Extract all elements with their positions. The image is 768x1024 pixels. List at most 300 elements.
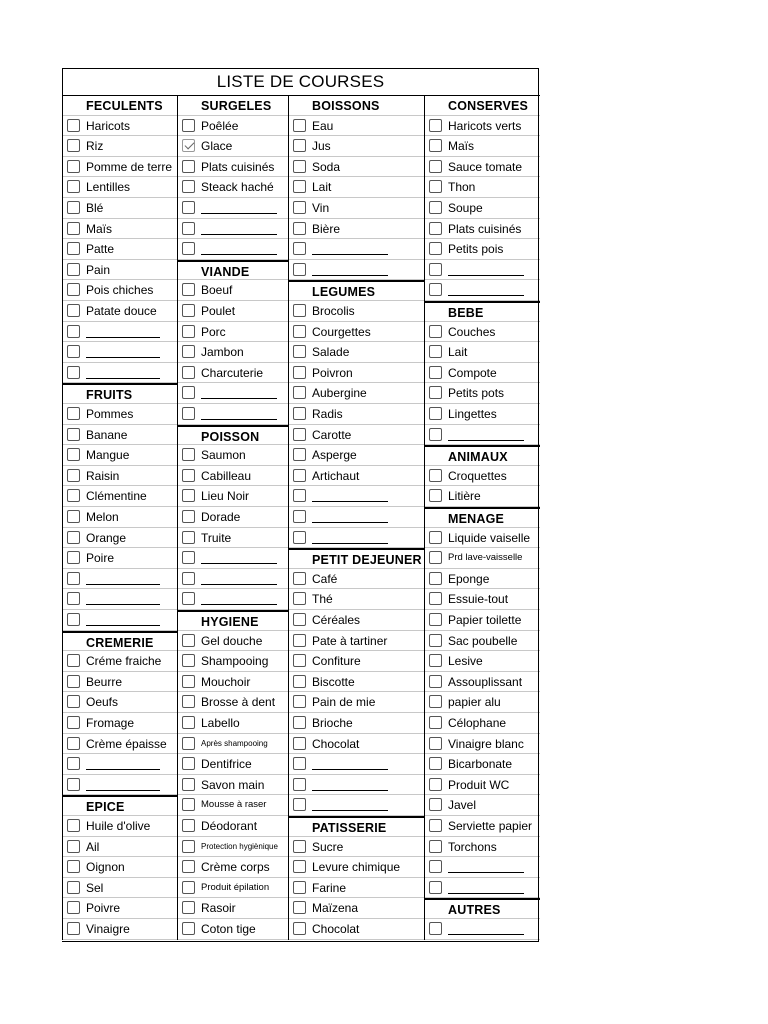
list-item[interactable]: [63, 610, 178, 631]
list-item[interactable]: [425, 569, 540, 590]
blank-write-in-line[interactable]: [448, 934, 524, 935]
item-checkbox[interactable]: [67, 304, 80, 317]
list-item[interactable]: [178, 342, 289, 363]
item-checkbox[interactable]: [293, 428, 306, 441]
list-item[interactable]: [289, 466, 425, 487]
item-checkbox[interactable]: [293, 778, 306, 791]
list-item[interactable]: [178, 280, 289, 301]
item-checkbox[interactable]: [293, 304, 306, 317]
list-item[interactable]: [178, 713, 289, 734]
list-item[interactable]: [178, 569, 289, 590]
item-checkbox[interactable]: [429, 778, 442, 791]
list-item[interactable]: [63, 672, 178, 693]
item-checkbox[interactable]: [293, 592, 306, 605]
list-item[interactable]: [178, 816, 289, 837]
item-checkbox[interactable]: [429, 757, 442, 770]
item-checkbox[interactable]: [67, 180, 80, 193]
list-item[interactable]: [425, 878, 540, 899]
list-item[interactable]: [425, 672, 540, 693]
list-item[interactable]: [289, 136, 425, 157]
item-checkbox[interactable]: [429, 428, 442, 441]
item-checkbox[interactable]: [429, 613, 442, 626]
list-item[interactable]: [425, 219, 540, 240]
list-item[interactable]: [289, 425, 425, 446]
item-checkbox[interactable]: [293, 840, 306, 853]
item-checkbox[interactable]: [67, 345, 80, 358]
item-checkbox[interactable]: [67, 922, 80, 935]
list-item[interactable]: [63, 177, 178, 198]
item-checkbox[interactable]: [293, 469, 306, 482]
blank-write-in-line[interactable]: [86, 604, 160, 605]
blank-write-in-line[interactable]: [86, 790, 160, 791]
list-item[interactable]: [178, 157, 289, 178]
item-checkbox[interactable]: [67, 531, 80, 544]
list-item[interactable]: [289, 322, 425, 343]
blank-write-in-line[interactable]: [201, 254, 277, 255]
item-checkbox[interactable]: [429, 654, 442, 667]
list-item[interactable]: [289, 775, 425, 796]
list-item[interactable]: [178, 445, 289, 466]
list-item[interactable]: [178, 919, 289, 940]
list-item[interactable]: [63, 425, 178, 446]
list-item[interactable]: [425, 425, 540, 446]
item-checkbox[interactable]: [67, 222, 80, 235]
list-item[interactable]: [63, 734, 178, 755]
item-checkbox[interactable]: [67, 757, 80, 770]
item-checkbox[interactable]: [429, 819, 442, 832]
item-checkbox[interactable]: [182, 531, 195, 544]
item-checkbox[interactable]: [182, 489, 195, 502]
item-checkbox[interactable]: [67, 407, 80, 420]
list-item[interactable]: [425, 548, 540, 569]
list-item[interactable]: [425, 713, 540, 734]
list-item[interactable]: [425, 404, 540, 425]
list-item[interactable]: [425, 528, 540, 549]
item-checkbox[interactable]: [67, 654, 80, 667]
item-checkbox[interactable]: [293, 325, 306, 338]
item-checkbox[interactable]: [182, 572, 195, 585]
list-item[interactable]: [63, 569, 178, 590]
checked-checkbox[interactable]: [182, 139, 195, 152]
item-checkbox[interactable]: [429, 737, 442, 750]
list-item[interactable]: [63, 713, 178, 734]
item-checkbox[interactable]: [67, 695, 80, 708]
item-checkbox[interactable]: [67, 675, 80, 688]
list-item[interactable]: [178, 219, 289, 240]
item-checkbox[interactable]: [429, 407, 442, 420]
list-item[interactable]: [178, 301, 289, 322]
list-item[interactable]: [63, 754, 178, 775]
item-checkbox[interactable]: [429, 469, 442, 482]
item-checkbox[interactable]: [429, 798, 442, 811]
list-item[interactable]: [289, 507, 425, 528]
item-checkbox[interactable]: [293, 531, 306, 544]
list-item[interactable]: [425, 280, 540, 301]
list-item[interactable]: [425, 837, 540, 858]
list-item[interactable]: [178, 177, 289, 198]
list-item[interactable]: [178, 486, 289, 507]
list-item[interactable]: [63, 507, 178, 528]
list-item[interactable]: [63, 878, 178, 899]
list-item[interactable]: [289, 878, 425, 899]
item-checkbox[interactable]: [293, 675, 306, 688]
item-checkbox[interactable]: [293, 386, 306, 399]
item-checkbox[interactable]: [293, 510, 306, 523]
item-checkbox[interactable]: [67, 716, 80, 729]
list-item[interactable]: [425, 486, 540, 507]
list-item[interactable]: [425, 651, 540, 672]
list-item[interactable]: [63, 301, 178, 322]
item-checkbox[interactable]: [429, 366, 442, 379]
list-item[interactable]: [178, 136, 289, 157]
list-item[interactable]: [178, 898, 289, 919]
list-item[interactable]: [425, 177, 540, 198]
blank-write-in-line[interactable]: [312, 254, 388, 255]
list-item[interactable]: [289, 383, 425, 404]
list-item[interactable]: [425, 322, 540, 343]
list-item[interactable]: [289, 219, 425, 240]
list-item[interactable]: [178, 404, 289, 425]
list-item[interactable]: [63, 342, 178, 363]
list-item[interactable]: [63, 692, 178, 713]
item-checkbox[interactable]: [293, 881, 306, 894]
item-checkbox[interactable]: [429, 283, 442, 296]
blank-write-in-line[interactable]: [312, 769, 388, 770]
item-checkbox[interactable]: [293, 634, 306, 647]
list-item[interactable]: [63, 280, 178, 301]
item-checkbox[interactable]: [429, 531, 442, 544]
item-checkbox[interactable]: [182, 798, 195, 811]
list-item[interactable]: [289, 610, 425, 631]
item-checkbox[interactable]: [182, 716, 195, 729]
list-item[interactable]: [289, 713, 425, 734]
item-checkbox[interactable]: [293, 757, 306, 770]
list-item[interactable]: [63, 136, 178, 157]
list-item[interactable]: [178, 795, 289, 816]
item-checkbox[interactable]: [67, 901, 80, 914]
list-item[interactable]: [289, 919, 425, 940]
blank-write-in-line[interactable]: [201, 604, 277, 605]
item-checkbox[interactable]: [67, 160, 80, 173]
list-item[interactable]: [63, 816, 178, 837]
list-item[interactable]: [425, 775, 540, 796]
item-checkbox[interactable]: [429, 160, 442, 173]
list-item[interactable]: [289, 342, 425, 363]
list-item[interactable]: [178, 734, 289, 755]
item-checkbox[interactable]: [293, 160, 306, 173]
item-checkbox[interactable]: [429, 695, 442, 708]
list-item[interactable]: [425, 589, 540, 610]
item-checkbox[interactable]: [182, 592, 195, 605]
list-item[interactable]: [178, 383, 289, 404]
item-checkbox[interactable]: [429, 675, 442, 688]
item-checkbox[interactable]: [293, 366, 306, 379]
list-item[interactable]: [63, 548, 178, 569]
list-item[interactable]: [289, 301, 425, 322]
list-item[interactable]: [289, 239, 425, 260]
list-item[interactable]: [63, 857, 178, 878]
item-checkbox[interactable]: [67, 510, 80, 523]
list-item[interactable]: [63, 157, 178, 178]
list-item[interactable]: [289, 795, 425, 816]
item-checkbox[interactable]: [429, 139, 442, 152]
list-item[interactable]: [289, 486, 425, 507]
item-checkbox[interactable]: [182, 551, 195, 564]
list-item[interactable]: [289, 363, 425, 384]
blank-write-in-line[interactable]: [86, 769, 160, 770]
item-checkbox[interactable]: [182, 778, 195, 791]
list-item[interactable]: [178, 589, 289, 610]
list-item[interactable]: [63, 260, 178, 281]
list-item[interactable]: [178, 322, 289, 343]
item-checkbox[interactable]: [429, 634, 442, 647]
list-item[interactable]: [178, 837, 289, 858]
list-item[interactable]: [425, 136, 540, 157]
item-checkbox[interactable]: [293, 242, 306, 255]
list-item[interactable]: [425, 734, 540, 755]
blank-write-in-line[interactable]: [448, 872, 524, 873]
blank-write-in-line[interactable]: [201, 213, 277, 214]
item-checkbox[interactable]: [182, 366, 195, 379]
item-checkbox[interactable]: [67, 592, 80, 605]
item-checkbox[interactable]: [429, 551, 442, 564]
list-item[interactable]: [178, 857, 289, 878]
item-checkbox[interactable]: [67, 613, 80, 626]
list-item[interactable]: [63, 589, 178, 610]
blank-write-in-line[interactable]: [86, 337, 160, 338]
blank-write-in-line[interactable]: [86, 378, 160, 379]
list-item[interactable]: [63, 322, 178, 343]
item-checkbox[interactable]: [182, 819, 195, 832]
item-checkbox[interactable]: [67, 448, 80, 461]
list-item[interactable]: [63, 198, 178, 219]
list-item[interactable]: [63, 239, 178, 260]
list-item[interactable]: [178, 631, 289, 652]
list-item[interactable]: [178, 754, 289, 775]
list-item[interactable]: [63, 404, 178, 425]
item-checkbox[interactable]: [67, 139, 80, 152]
item-checkbox[interactable]: [182, 695, 195, 708]
list-item[interactable]: [425, 795, 540, 816]
item-checkbox[interactable]: [293, 119, 306, 132]
item-checkbox[interactable]: [429, 860, 442, 873]
item-checkbox[interactable]: [182, 448, 195, 461]
item-checkbox[interactable]: [429, 263, 442, 276]
list-item[interactable]: [289, 857, 425, 878]
list-item[interactable]: [178, 466, 289, 487]
blank-write-in-line[interactable]: [312, 501, 388, 502]
list-item[interactable]: [289, 898, 425, 919]
blank-write-in-line[interactable]: [312, 543, 388, 544]
list-item[interactable]: [178, 528, 289, 549]
item-checkbox[interactable]: [67, 572, 80, 585]
list-item[interactable]: [289, 631, 425, 652]
item-checkbox[interactable]: [67, 428, 80, 441]
blank-write-in-line[interactable]: [448, 275, 524, 276]
list-item[interactable]: [289, 837, 425, 858]
item-checkbox[interactable]: [67, 201, 80, 214]
list-item[interactable]: [178, 692, 289, 713]
item-checkbox[interactable]: [67, 860, 80, 873]
item-checkbox[interactable]: [293, 901, 306, 914]
list-item[interactable]: [289, 260, 425, 281]
blank-write-in-line[interactable]: [201, 563, 277, 564]
item-checkbox[interactable]: [293, 345, 306, 358]
item-checkbox[interactable]: [182, 180, 195, 193]
list-item[interactable]: [425, 342, 540, 363]
list-item[interactable]: [425, 816, 540, 837]
item-checkbox[interactable]: [182, 283, 195, 296]
item-checkbox[interactable]: [67, 469, 80, 482]
list-item[interactable]: [289, 569, 425, 590]
item-checkbox[interactable]: [293, 572, 306, 585]
item-checkbox[interactable]: [182, 469, 195, 482]
item-checkbox[interactable]: [429, 180, 442, 193]
list-item[interactable]: [63, 919, 178, 940]
item-checkbox[interactable]: [293, 654, 306, 667]
item-checkbox[interactable]: [429, 201, 442, 214]
list-item[interactable]: [63, 486, 178, 507]
list-item[interactable]: [178, 363, 289, 384]
list-item[interactable]: [425, 198, 540, 219]
item-checkbox[interactable]: [429, 489, 442, 502]
list-item[interactable]: [425, 260, 540, 281]
list-item[interactable]: [178, 651, 289, 672]
item-checkbox[interactable]: [67, 489, 80, 502]
list-item[interactable]: [425, 692, 540, 713]
list-item[interactable]: [425, 383, 540, 404]
list-item[interactable]: [289, 692, 425, 713]
item-checkbox[interactable]: [67, 119, 80, 132]
list-item[interactable]: [425, 466, 540, 487]
item-checkbox[interactable]: [67, 551, 80, 564]
list-item[interactable]: [178, 775, 289, 796]
item-checkbox[interactable]: [182, 325, 195, 338]
blank-write-in-line[interactable]: [201, 584, 277, 585]
item-checkbox[interactable]: [182, 407, 195, 420]
item-checkbox[interactable]: [182, 222, 195, 235]
item-checkbox[interactable]: [182, 634, 195, 647]
list-item[interactable]: [63, 466, 178, 487]
list-item[interactable]: [178, 198, 289, 219]
list-item[interactable]: [289, 754, 425, 775]
blank-write-in-line[interactable]: [201, 398, 277, 399]
item-checkbox[interactable]: [429, 592, 442, 605]
item-checkbox[interactable]: [293, 139, 306, 152]
list-item[interactable]: [63, 363, 178, 384]
blank-write-in-line[interactable]: [86, 357, 160, 358]
item-checkbox[interactable]: [293, 201, 306, 214]
item-checkbox[interactable]: [429, 840, 442, 853]
list-item[interactable]: [63, 837, 178, 858]
item-checkbox[interactable]: [182, 840, 195, 853]
blank-write-in-line[interactable]: [201, 419, 277, 420]
item-checkbox[interactable]: [182, 304, 195, 317]
item-checkbox[interactable]: [182, 757, 195, 770]
item-checkbox[interactable]: [182, 242, 195, 255]
blank-write-in-line[interactable]: [448, 295, 524, 296]
item-checkbox[interactable]: [182, 860, 195, 873]
list-item[interactable]: [63, 219, 178, 240]
item-checkbox[interactable]: [293, 798, 306, 811]
item-checkbox[interactable]: [67, 819, 80, 832]
blank-write-in-line[interactable]: [448, 440, 524, 441]
list-item[interactable]: [289, 589, 425, 610]
item-checkbox[interactable]: [429, 119, 442, 132]
item-checkbox[interactable]: [293, 407, 306, 420]
list-item[interactable]: [178, 548, 289, 569]
list-item[interactable]: [63, 445, 178, 466]
item-checkbox[interactable]: [293, 695, 306, 708]
item-checkbox[interactable]: [429, 345, 442, 358]
item-checkbox[interactable]: [182, 386, 195, 399]
item-checkbox[interactable]: [429, 922, 442, 935]
list-item[interactable]: [289, 177, 425, 198]
item-checkbox[interactable]: [293, 180, 306, 193]
list-item[interactable]: [289, 404, 425, 425]
list-item[interactable]: [63, 116, 178, 137]
item-checkbox[interactable]: [429, 325, 442, 338]
list-item[interactable]: [178, 116, 289, 137]
blank-write-in-line[interactable]: [86, 584, 160, 585]
item-checkbox[interactable]: [182, 510, 195, 523]
list-item[interactable]: [289, 528, 425, 549]
item-checkbox[interactable]: [67, 263, 80, 276]
item-checkbox[interactable]: [182, 881, 195, 894]
list-item[interactable]: [63, 651, 178, 672]
item-checkbox[interactable]: [293, 613, 306, 626]
list-item[interactable]: [425, 157, 540, 178]
item-checkbox[interactable]: [429, 242, 442, 255]
item-checkbox[interactable]: [293, 922, 306, 935]
item-checkbox[interactable]: [293, 489, 306, 502]
item-checkbox[interactable]: [67, 366, 80, 379]
item-checkbox[interactable]: [293, 716, 306, 729]
item-checkbox[interactable]: [429, 716, 442, 729]
item-checkbox[interactable]: [293, 448, 306, 461]
list-item[interactable]: [289, 734, 425, 755]
item-checkbox[interactable]: [293, 222, 306, 235]
list-item[interactable]: [425, 919, 540, 940]
list-item[interactable]: [425, 363, 540, 384]
item-checkbox[interactable]: [67, 881, 80, 894]
item-checkbox[interactable]: [182, 119, 195, 132]
blank-write-in-line[interactable]: [312, 275, 388, 276]
list-item[interactable]: [289, 651, 425, 672]
list-item[interactable]: [63, 898, 178, 919]
item-checkbox[interactable]: [67, 283, 80, 296]
item-checkbox[interactable]: [429, 881, 442, 894]
list-item[interactable]: [63, 528, 178, 549]
item-checkbox[interactable]: [429, 386, 442, 399]
list-item[interactable]: [289, 116, 425, 137]
blank-write-in-line[interactable]: [312, 790, 388, 791]
item-checkbox[interactable]: [182, 737, 195, 750]
item-checkbox[interactable]: [67, 778, 80, 791]
item-checkbox[interactable]: [429, 572, 442, 585]
blank-write-in-line[interactable]: [312, 522, 388, 523]
list-item[interactable]: [63, 775, 178, 796]
blank-write-in-line[interactable]: [201, 234, 277, 235]
item-checkbox[interactable]: [67, 325, 80, 338]
item-checkbox[interactable]: [182, 922, 195, 935]
list-item[interactable]: [425, 857, 540, 878]
blank-write-in-line[interactable]: [86, 625, 160, 626]
item-checkbox[interactable]: [429, 222, 442, 235]
list-item[interactable]: [178, 507, 289, 528]
item-checkbox[interactable]: [182, 675, 195, 688]
item-checkbox[interactable]: [182, 345, 195, 358]
